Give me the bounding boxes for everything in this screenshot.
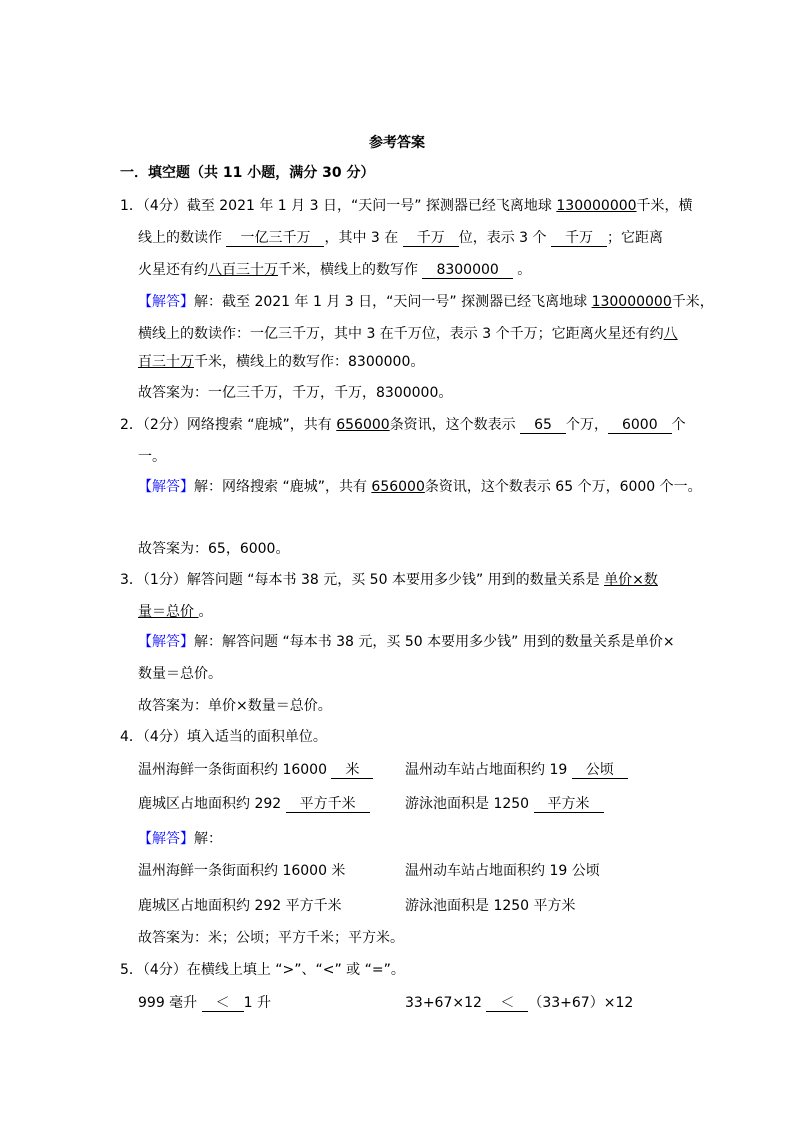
right-column-item xyxy=(405,795,604,813)
text-segment: 温州海鲜一条街面积约 16000 xyxy=(138,762,332,778)
answer-tag: 【解答】 xyxy=(138,634,194,650)
text-line xyxy=(138,665,222,683)
text-segment: 1．（4分）截至 2021 年 1 月 3 日，“天问一号” 探测器已经飞离地球 xyxy=(120,198,557,214)
underlined-text: 八百三十万 xyxy=(208,262,278,278)
underlined-text: 量＝总价 xyxy=(138,604,199,620)
underlined-text: 八 xyxy=(663,326,678,342)
text-segment: ，其中 3 在 xyxy=(324,230,403,246)
text-segment: 。 xyxy=(512,262,532,278)
text-line xyxy=(138,862,600,880)
text-line xyxy=(138,384,452,402)
text-segment: ；它距离 xyxy=(606,230,663,246)
fill-blank-answer: 一亿三千万 xyxy=(226,230,324,247)
text-segment: 故答案为：一亿三千万，千万，千万，8300000。 xyxy=(138,385,453,401)
text-segment: 个万， xyxy=(565,417,608,433)
text-line xyxy=(138,994,634,1012)
underlined-text: 656000 xyxy=(336,417,390,433)
underlined-text: 百三十万 xyxy=(138,354,194,370)
text-segment: 999 毫升 xyxy=(138,995,202,1011)
underlined-text: 单价×数 xyxy=(604,572,658,588)
text-segment: 数量＝总价。 xyxy=(138,666,222,682)
fill-blank-answer: 平方千米 xyxy=(286,796,370,813)
text-segment: 解：网络搜索 “鹿城”，共有 xyxy=(194,479,372,495)
text-segment: （33+67）×12 xyxy=(528,995,634,1011)
text-segment: 。 xyxy=(198,604,213,620)
text-segment: 横线上的数读作：一亿三千万，其中 3 在千万位，表示 3 个千万；它距离火星还有约 xyxy=(138,326,664,342)
text-line xyxy=(138,325,678,343)
text-segment: 位，表示 3 个 xyxy=(458,230,551,246)
fill-blank-answer: 公顷 xyxy=(572,762,628,779)
text-segment: 个 xyxy=(671,417,686,433)
fill-blank-answer: 8300000 xyxy=(422,262,512,279)
fill-blank-answer: ＜ xyxy=(202,995,244,1012)
answer-tag: 【解答】 xyxy=(138,831,194,847)
text-line xyxy=(138,261,531,279)
fill-blank-answer: 平方米 xyxy=(534,796,604,813)
question-line xyxy=(120,416,686,434)
text-segment: 温州动车站占地面积约 19 公顷 xyxy=(405,863,600,879)
underlined-text: 130000000 xyxy=(556,198,637,214)
fill-blank-answer: 米 xyxy=(331,762,373,779)
right-column-item xyxy=(405,862,600,880)
text-line xyxy=(138,795,590,813)
text-line xyxy=(138,293,714,311)
fill-blank-answer: 千万 xyxy=(551,230,607,247)
text-line xyxy=(138,229,663,247)
text-segment: 线上的数读作 xyxy=(138,230,227,246)
text-segment: 5．（4分）在横线上填上 “>”、“<” 或 “=”。 xyxy=(120,962,405,978)
question-line xyxy=(120,197,693,215)
text-segment: 33+67×12 xyxy=(405,995,487,1011)
text-segment: 鹿城区占地面积约 292 xyxy=(138,796,286,812)
text-line xyxy=(138,761,614,779)
text-segment: 1 升 xyxy=(243,995,271,1011)
text-segment: 故答案为：单价×数量＝总价。 xyxy=(138,698,332,714)
text-segment: 游泳池面积是 1250 xyxy=(405,796,534,812)
underlined-text: 130000000 xyxy=(591,294,672,310)
question-line xyxy=(120,571,658,589)
text-segment: 温州动车站占地面积约 19 xyxy=(405,762,572,778)
text-segment: 鹿城区占地面积约 292 平方千米 xyxy=(138,898,342,914)
text-segment: 故答案为：65，6000。 xyxy=(138,541,290,557)
fill-blank-answer: 千万 xyxy=(403,230,459,247)
text-segment: 条资讯，这个数表示 xyxy=(389,417,521,433)
text-line xyxy=(138,929,404,947)
fill-blank-answer: ＜ xyxy=(486,995,528,1012)
text-line xyxy=(138,540,289,558)
text-segment: 千米，横线上的数写作 xyxy=(278,262,423,278)
doc-title: 参考答案 xyxy=(369,135,425,151)
text-segment: 解：截至 2021 年 1 月 3 日，“天问一号” 探测器已经飞离地球 xyxy=(194,294,592,310)
text-line xyxy=(138,633,675,651)
text-segment: 千米，横 xyxy=(636,198,693,214)
section-heading: 一．填空题（共 11 小题，满分 30 分） xyxy=(120,165,375,181)
text-segment: 解：解答问题 “每本书 38 元，买 50 本要用多少钱” 用到的数量关系是单价× xyxy=(194,634,675,650)
text-segment: 游泳池面积是 1250 平方米 xyxy=(405,898,576,914)
right-column-item xyxy=(405,897,576,915)
text-line xyxy=(138,478,702,496)
text-line xyxy=(138,353,424,371)
text-segment: 条资讯，这个数表示 65 个万，6000 个一。 xyxy=(424,479,702,495)
text-line xyxy=(138,830,222,848)
text-line xyxy=(138,603,212,621)
text-segment: 一。 xyxy=(138,449,166,465)
answer-tag: 【解答】 xyxy=(138,479,194,495)
right-column-item xyxy=(405,761,628,779)
fill-blank-answer: 6000 xyxy=(608,417,672,434)
text-line xyxy=(138,448,166,466)
text-segment: 火星还有约 xyxy=(138,262,208,278)
question-line xyxy=(120,961,405,979)
text-segment: 解： xyxy=(194,831,222,847)
text-segment: 千米， xyxy=(671,294,714,310)
answer-tag: 【解答】 xyxy=(138,294,194,310)
text-segment: 3．（1分）解答问题 “每本书 38 元，买 50 本要用多少钱” 用到的数量关系是 xyxy=(120,572,605,588)
question-line xyxy=(120,728,327,746)
text-line xyxy=(138,697,332,715)
underlined-text: 656000 xyxy=(371,479,425,495)
text-segment: 故答案为：米；公顷；平方千米；平方米。 xyxy=(138,930,404,946)
text-segment: 千米，横线上的数写作：8300000。 xyxy=(194,354,425,370)
fill-blank-answer: 65 xyxy=(520,417,566,434)
right-column-item xyxy=(405,994,633,1012)
text-segment: 温州海鲜一条街面积约 16000 米 xyxy=(138,863,346,879)
text-segment: 2．（2分）网络搜索 “鹿城”，共有 xyxy=(120,417,337,433)
text-segment: 4．（4分）填入适当的面积单位。 xyxy=(120,729,327,745)
text-line xyxy=(138,897,576,915)
